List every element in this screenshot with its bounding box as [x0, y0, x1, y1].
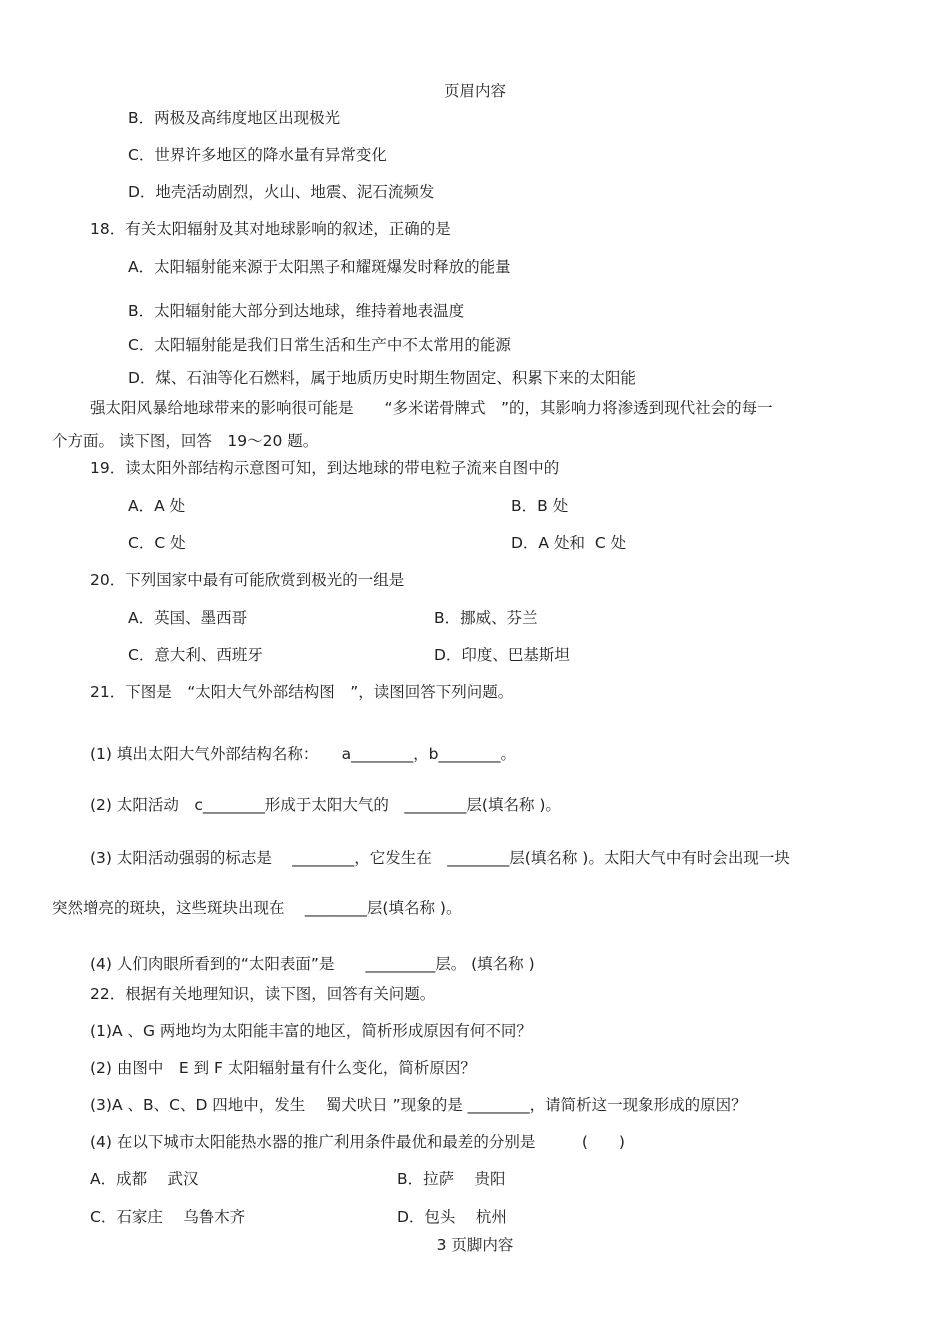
- q21-stem: 21．下图是 “太阳大气外部结构图 ”，读图回答下列问题。: [90, 683, 514, 701]
- q22-option-b: B．拉萨 贵阳: [397, 1170, 506, 1188]
- q17-option-b: B．两极及高纬度地区出现极光: [128, 109, 341, 127]
- q21-part-3a: (3) 太阳活动强弱的标志是 ________，它发生在 ________层(填名称 )。太阳大气中有时会出现一块: [90, 849, 790, 867]
- q20-option-b: B．挪威、芬兰: [434, 609, 538, 627]
- q22-part-4: (4) 在以下城市太阳能热水器的推广利用条件最优和最差的分别是 ( ): [90, 1133, 625, 1151]
- q19-option-d: D．A 处和 C 处: [511, 534, 627, 552]
- q22-option-d: D．包头 杭州: [397, 1208, 507, 1226]
- passage-line-1: 强太阳风暴给地球带来的影响很可能是 “多米诺骨牌式 ”的，其影响力将渗透到现代社会的每一: [90, 399, 773, 417]
- q22-part-2: (2) 由图中 E 到 F 太阳辐射量有什么变化，简析原因？: [90, 1059, 476, 1077]
- q21-part-4: (4) 人们肉眼所看到的“太阳表面”是 _________层。 (填名称 ): [90, 955, 535, 973]
- q19-stem: 19．读太阳外部结构示意图可知，到达地球的带电粒子流来自图中的: [90, 459, 560, 477]
- q20-option-a: A．英国、墨西哥: [128, 609, 248, 627]
- q18-option-d: D．煤、石油等化石燃料，属于地质历史时期生物固定、积累下来的太阳能: [128, 369, 636, 387]
- q22-stem: 22．根据有关地理知识，读下图，回答有关问题。: [90, 985, 436, 1003]
- q21-part-1: (1) 填出太阳大气外部结构名称： a________，b________。: [90, 745, 516, 763]
- q22-part-3: (3)A 、B、C、D 四地中，发生 蜀犬吠日 ”现象的是 ________，请简析这一现象形成的原因？: [90, 1096, 747, 1114]
- q18-option-a: A．太阳辐射能来源于太阳黑子和耀斑爆发时释放的能量: [128, 258, 511, 276]
- q17-option-c: C．世界许多地区的降水量有异常变化: [128, 146, 387, 164]
- q21-part-3b: 突然增亮的斑块，这些斑块出现在 ________层(填名称 )。: [52, 899, 462, 917]
- q17-option-d: D．地壳活动剧烈，火山、地震、泥石流频发: [128, 183, 435, 201]
- q19-option-c: C．C 处: [128, 534, 186, 552]
- q18-option-b: B．太阳辐射能大部分到达地球，维持着地表温度: [128, 302, 465, 320]
- q19-option-b: B．B 处: [511, 497, 569, 515]
- q20-option-c: C．意大利、西班牙: [128, 646, 263, 664]
- q19-option-a: A．A 处: [128, 497, 186, 515]
- passage-line-2: 个方面。 读下图，回答 19～20 题。: [52, 432, 319, 450]
- q21-part-2: (2) 太阳活动 c________形成于太阳大气的 ________层(填名称 )。: [90, 796, 561, 814]
- q22-option-a: A．成都 武汉: [90, 1170, 199, 1188]
- q20-option-d: D．印度、巴基斯坦: [434, 646, 570, 664]
- page-header: 页眉内容: [443, 82, 506, 100]
- q22-option-c: C．石家庄 乌鲁木齐: [90, 1208, 246, 1226]
- q18-stem: 18．有关太阳辐射及其对地球影响的叙述，正确的是: [90, 220, 451, 238]
- q22-part-1: (1)A 、G 两地均为太阳能丰富的地区，简析形成原因有何不同？: [90, 1022, 532, 1040]
- q20-stem: 20．下列国家中最有可能欣赏到极光的一组是: [90, 571, 405, 589]
- page-footer: 3 页脚内容: [436, 1236, 514, 1254]
- q18-option-c: C．太阳辐射能是我们日常生活和生产中不太常用的能源: [128, 336, 511, 354]
